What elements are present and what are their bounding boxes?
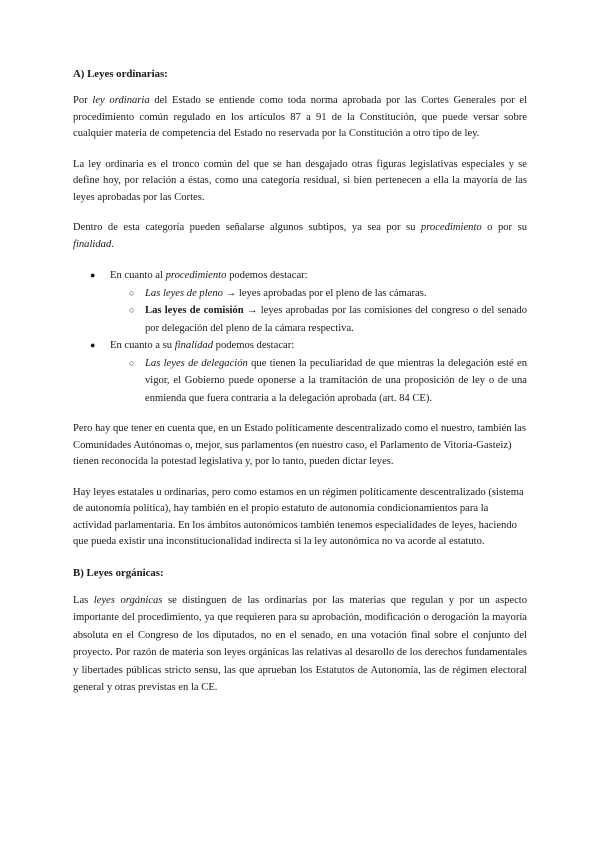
paragraph-tronco-comun: La ley ordinaria es el tronco común del que se han desgajado otras figuras legislativas especiales y se define hoy, por relación a éstas, como una categoría residual, si bien pertenecen a ella la mayoría de las leyes aprobadas por las Cortes. (73, 158, 527, 203)
sublist-item-leyes-de-comision: ○ Las leyes de comisión → leyes aprobadas por las comisiones del congreso o del senado por delegación del pleno de la cámara respectiva. (110, 302, 527, 337)
term-leyes-organicas: leyes orgánicas (93, 594, 163, 606)
section-a-heading: A) Leyes ordinarias: (73, 68, 168, 80)
document-page (73, 66, 527, 697)
term-ley-ordinaria: ley ordinaria (92, 95, 150, 106)
sublist-item-leyes-de-delegacion: ○ Las leyes de delegación que tienen la peculiaridad de que mientras la delegación esté en vigor, el Gobierno puede oponerse a la tramitación de una proposición de ley o de una enmienda que fuera contraria a la delegación aprobada (art. 84 CE). (110, 355, 527, 408)
disc-bullet-icon: ● (90, 340, 96, 350)
paragraph-leyes-organicas: Las leyes orgánicas se distinguen de las ordinarias por las materias que regulan y por un aspecto importante del procedimiento, ya que requieren para su aprobación, modificación o derogación la mayoría absoluta en el Congreso de los diputados, no en el senado, en una votación final sobre el conjunto del proyecto. Por razón de materia son leyes orgánicas las relativas al desarollo de los derechos fundamentales y libertades públicas stricto sensu, las que aprueban los Estatutos de Autonomía, las de régimen electoral general y otras previstas en la CE. (73, 594, 528, 693)
paragraph-estado-descentralizado: Pero hay que tener en cuenta que, en un Estado políticamente descentralizado como el nuestro, también las Comunidades Autónomas o, mejor, sus parlamentos (en nuestro caso, el Parlamento de Vitoria-Gasteiz) tienen reconocida la potestad legislativa y, por lo tanto, pueden dictar leyes. (73, 423, 527, 467)
disc-bullet-icon: ● (90, 270, 96, 280)
procedimiento-sublist (110, 285, 527, 338)
list-item-procedimiento: ● En cuanto al procedimiento podemos destacar: ○ Las leyes de pleno → leyes aprobadas por el pleno de las cámaras. ○ Las leyes de comisión → leyes aprobadas por las comisiones del congreso o del senado por delegación del pleno de la cámara respectiva. (73, 267, 527, 337)
term-procedimiento: procedimiento (420, 222, 482, 233)
circle-bullet-icon: ○ (129, 357, 135, 368)
circle-bullet-icon: ○ (129, 287, 135, 298)
paragraph-subtipos: Dentro de esta categoría pueden señalarse algunos subtipos, ya sea por su procedimiento o por su finalidad. (73, 222, 527, 250)
circle-bullet-icon: ○ (129, 305, 135, 315)
subtypes-list (73, 267, 527, 407)
section-b-heading: B) Leyes orgánicas: (73, 566, 164, 579)
sublist-item-leyes-de-pleno: ○ Las leyes de pleno → leyes aprobadas por el pleno de las cámaras. (110, 285, 527, 303)
finalidad-sublist (110, 355, 527, 408)
list-item-finalidad: ● En cuanto a su finalidad podemos destacar: ○ Las leyes de delegación que tienen la peculiaridad de que mientras la delegación esté en vigor, el Gobierno puede oponerse a la tramitación de una proposición de ley o de una enmienda que fuera contraria a la delegación aprobada (art. 84 CE). (73, 337, 527, 407)
paragraph-ley-ordinaria-definition: Por ley ordinaria del Estado se entiende como toda norma aprobada por las Cortes Generales por el procedimiento común regulado en los artículos 87 a 91 de la Constitución, que puede versar sobre cualquier materia de competencia del Estado no reservada por la Constitución a otro tipo de ley. (73, 95, 528, 139)
paragraph-leyes-estatales: Hay leyes estatales u ordinarias, pero como estamos en un régimen políticamente descentralizado (sistema de autonomía política), hay también en el propio estatuto de autonomía condicionamientos para la actividad parlamentaria. En los ámbitos autonómicos también tenemos especialidades de leyes, haciendo que pueda existir una inconstitucionalidad indirecta si la ley autonómica no va acorde al estatuto. (73, 486, 524, 547)
term-finalidad: finalidad (73, 238, 112, 250)
